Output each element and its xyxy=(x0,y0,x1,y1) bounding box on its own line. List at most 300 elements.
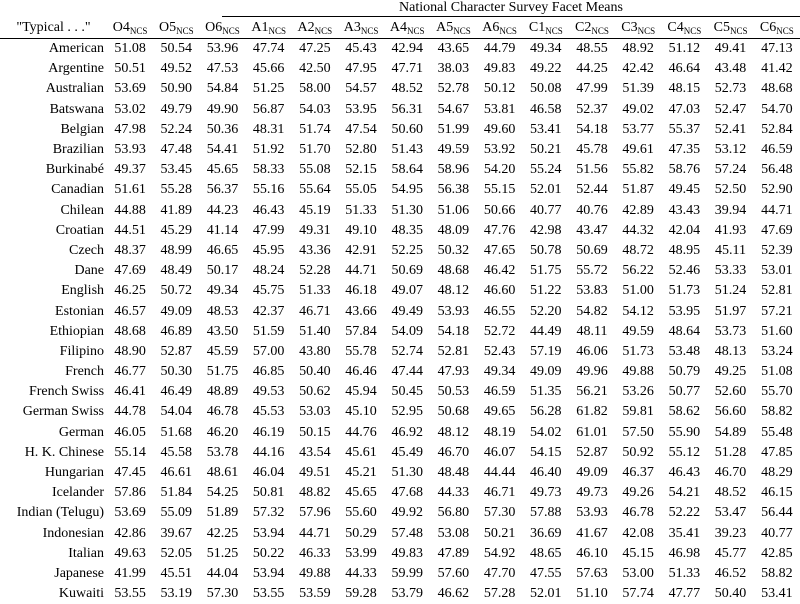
table-cell: 53.69 xyxy=(107,503,153,523)
table-cell: 52.95 xyxy=(384,402,430,422)
row-label: Indian (Telugu) xyxy=(0,503,107,523)
table-cell: 44.76 xyxy=(338,423,384,443)
table-row xyxy=(0,382,800,402)
table-cell: 38.03 xyxy=(430,59,476,79)
table-cell: 46.85 xyxy=(246,362,292,382)
column-header xyxy=(754,17,800,39)
table-cell: 51.33 xyxy=(661,564,707,584)
table-row xyxy=(0,120,800,140)
table-cell: 55.82 xyxy=(615,160,661,180)
table-cell: 52.78 xyxy=(430,79,476,99)
column-header-subscript: NCS xyxy=(776,26,794,36)
table-cell: 51.30 xyxy=(384,201,430,221)
table-cell: 47.68 xyxy=(384,483,430,503)
table-cell: 54.70 xyxy=(754,100,800,120)
table-cell: 56.80 xyxy=(430,503,476,523)
table-row xyxy=(0,483,800,503)
table-cell: 53.69 xyxy=(107,79,153,99)
column-header-subscript: NCS xyxy=(176,26,194,36)
table-cell: 46.62 xyxy=(430,584,476,604)
table-cell: 49.65 xyxy=(477,402,523,422)
table-cell: 48.09 xyxy=(430,221,476,241)
header-row xyxy=(0,17,800,39)
column-header-subscript: NCS xyxy=(684,26,702,36)
table-row xyxy=(0,100,800,120)
table-cell: 56.22 xyxy=(615,261,661,281)
table-cell: 50.08 xyxy=(523,79,569,99)
table-cell: 48.49 xyxy=(153,261,199,281)
table-cell: 51.74 xyxy=(292,120,338,140)
table-cell: 53.41 xyxy=(523,120,569,140)
table-cell: 55.09 xyxy=(153,503,199,523)
table-cell: 46.40 xyxy=(523,463,569,483)
table-cell: 55.48 xyxy=(754,423,800,443)
table-cell: 42.42 xyxy=(615,59,661,79)
column-header-base: O6 xyxy=(205,20,222,35)
table-cell: 48.12 xyxy=(430,281,476,301)
row-label-header: "Typical . . ." xyxy=(0,17,107,39)
table-cell: 50.53 xyxy=(430,382,476,402)
table-cell: 42.25 xyxy=(199,524,245,544)
table-cell: 54.89 xyxy=(707,423,753,443)
table-cell: 49.09 xyxy=(523,362,569,382)
table-cell: 53.55 xyxy=(107,584,153,604)
table-cell: 44.04 xyxy=(199,564,245,584)
table-cell: 57.60 xyxy=(430,564,476,584)
table-cell: 53.47 xyxy=(707,503,753,523)
table-cell: 48.13 xyxy=(707,342,753,362)
table-cell: 48.89 xyxy=(199,382,245,402)
table-cell: 52.22 xyxy=(661,503,707,523)
table-cell: 57.21 xyxy=(754,301,800,321)
table-cell: 49.26 xyxy=(615,483,661,503)
table-cell: 61.01 xyxy=(569,423,615,443)
table-cell: 48.65 xyxy=(523,544,569,564)
table-cell: 51.22 xyxy=(523,281,569,301)
table-cell: 42.37 xyxy=(246,301,292,321)
table-cell: 46.49 xyxy=(153,382,199,402)
table-cell: 52.47 xyxy=(707,100,753,120)
table-cell: 49.59 xyxy=(430,140,476,160)
table-cell: 46.60 xyxy=(477,281,523,301)
table-cell: 58.96 xyxy=(430,160,476,180)
table-cell: 49.90 xyxy=(199,100,245,120)
table-cell: 58.64 xyxy=(384,160,430,180)
table-cell: 42.94 xyxy=(384,39,430,60)
table-cell: 56.48 xyxy=(754,160,800,180)
table-row xyxy=(0,241,800,261)
table-cell: 53.26 xyxy=(615,382,661,402)
table-cell: 48.68 xyxy=(107,322,153,342)
table-cell: 57.32 xyxy=(246,503,292,523)
table-cell: 58.00 xyxy=(292,79,338,99)
table-cell: 47.48 xyxy=(153,140,199,160)
table-cell: 43.50 xyxy=(199,322,245,342)
table-cell: 52.41 xyxy=(707,120,753,140)
table-cell: 44.71 xyxy=(754,201,800,221)
table-cell: 57.50 xyxy=(615,423,661,443)
table-row xyxy=(0,39,800,60)
table-cell: 54.57 xyxy=(338,79,384,99)
table-cell: 40.77 xyxy=(754,524,800,544)
table-cell: 48.55 xyxy=(569,39,615,60)
table-cell: 44.71 xyxy=(338,261,384,281)
table-cell: 50.92 xyxy=(615,443,661,463)
table-cell: 53.55 xyxy=(246,584,292,604)
column-header-subscript: NCS xyxy=(499,26,517,36)
table-cell: 46.43 xyxy=(661,463,707,483)
table-cell: 47.99 xyxy=(569,79,615,99)
table-cell: 57.86 xyxy=(107,483,153,503)
table-cell: 51.89 xyxy=(199,503,245,523)
table-cell: 49.83 xyxy=(384,544,430,564)
table-cell: 49.07 xyxy=(384,281,430,301)
table-cell: 46.59 xyxy=(477,382,523,402)
table-cell: 46.58 xyxy=(523,100,569,120)
table-cell: 44.51 xyxy=(107,221,153,241)
table-cell: 58.82 xyxy=(754,564,800,584)
table-cell: 45.66 xyxy=(246,59,292,79)
table-cell: 40.77 xyxy=(523,201,569,221)
table-cell: 43.43 xyxy=(661,201,707,221)
row-label: American xyxy=(0,39,107,60)
table-cell: 50.69 xyxy=(569,241,615,261)
table-cell: 48.24 xyxy=(246,261,292,281)
table-cell: 45.21 xyxy=(338,463,384,483)
column-header xyxy=(615,17,661,39)
table-row xyxy=(0,544,800,564)
table-cell: 44.71 xyxy=(292,524,338,544)
table-cell: 51.56 xyxy=(569,160,615,180)
table-cell: 48.31 xyxy=(246,120,292,140)
row-label: Icelander xyxy=(0,483,107,503)
row-label: Estonian xyxy=(0,301,107,321)
table-cell: 44.44 xyxy=(477,463,523,483)
table-cell: 46.89 xyxy=(153,322,199,342)
table-cell: 54.15 xyxy=(523,443,569,463)
table-cell: 49.31 xyxy=(292,221,338,241)
table-cell: 50.12 xyxy=(477,79,523,99)
table-cell: 51.60 xyxy=(754,322,800,342)
row-label: Kuwaiti xyxy=(0,584,107,604)
table-cell: 51.10 xyxy=(569,584,615,604)
column-header-subscript: NCS xyxy=(130,26,148,36)
table-cell: 50.30 xyxy=(153,362,199,382)
table-cell: 49.88 xyxy=(615,362,661,382)
table-cell: 51.87 xyxy=(615,180,661,200)
table-cell: 55.72 xyxy=(569,261,615,281)
table-cell: 44.78 xyxy=(107,402,153,422)
table-cell: 45.94 xyxy=(338,382,384,402)
table-cell: 53.92 xyxy=(477,140,523,160)
row-label: Japanese xyxy=(0,564,107,584)
table-cell: 57.48 xyxy=(384,524,430,544)
table-row xyxy=(0,322,800,342)
table-cell: 46.04 xyxy=(246,463,292,483)
table-cell: 49.83 xyxy=(477,59,523,79)
table-cell: 51.00 xyxy=(615,281,661,301)
column-header xyxy=(661,17,707,39)
table-cell: 48.68 xyxy=(430,261,476,281)
table-cell: 41.67 xyxy=(569,524,615,544)
table-cell: 48.61 xyxy=(199,463,245,483)
table-cell: 53.12 xyxy=(707,140,753,160)
table-cell: 44.33 xyxy=(338,564,384,584)
table-cell: 49.02 xyxy=(615,100,661,120)
table-cell: 53.01 xyxy=(754,261,800,281)
column-header-base: O4 xyxy=(113,20,130,35)
table-cell: 51.30 xyxy=(384,463,430,483)
row-label: Ethiopian xyxy=(0,322,107,342)
table-row xyxy=(0,524,800,544)
column-header-subscript: NCS xyxy=(222,26,240,36)
table-cell: 59.81 xyxy=(615,402,661,422)
table-cell: 58.76 xyxy=(661,160,707,180)
table-cell: 53.95 xyxy=(338,100,384,120)
table-cell: 57.96 xyxy=(292,503,338,523)
table-row xyxy=(0,463,800,483)
table-cell: 42.86 xyxy=(107,524,153,544)
table-cell: 53.93 xyxy=(569,503,615,523)
row-label: Dane xyxy=(0,261,107,281)
table-cell: 48.64 xyxy=(661,322,707,342)
table-cell: 45.58 xyxy=(153,443,199,463)
column-header-base: C2 xyxy=(575,20,591,35)
table-cell: 48.12 xyxy=(430,423,476,443)
table-cell: 42.08 xyxy=(615,524,661,544)
table-cell: 57.63 xyxy=(569,564,615,584)
table-cell: 45.95 xyxy=(246,241,292,261)
table-cell: 48.11 xyxy=(569,322,615,342)
table-cell: 43.47 xyxy=(569,221,615,241)
column-header-base: O5 xyxy=(159,20,176,35)
table-cell: 51.75 xyxy=(523,261,569,281)
column-header xyxy=(569,17,615,39)
table-cell: 52.25 xyxy=(384,241,430,261)
table-cell: 49.22 xyxy=(523,59,569,79)
table-cell: 49.10 xyxy=(338,221,384,241)
table-cell: 52.39 xyxy=(754,241,800,261)
table-cell: 53.93 xyxy=(430,301,476,321)
table-cell: 53.83 xyxy=(569,281,615,301)
table-cell: 47.89 xyxy=(430,544,476,564)
table-cell: 46.41 xyxy=(107,382,153,402)
table-cell: 46.43 xyxy=(246,201,292,221)
table-cell: 58.62 xyxy=(661,402,707,422)
table-cell: 47.95 xyxy=(338,59,384,79)
table-cell: 45.49 xyxy=(384,443,430,463)
table-cell: 46.78 xyxy=(615,503,661,523)
table-cell: 57.24 xyxy=(707,160,753,180)
table-cell: 53.33 xyxy=(707,261,753,281)
table-cell: 42.50 xyxy=(292,59,338,79)
row-label: Batswana xyxy=(0,100,107,120)
table-cell: 43.66 xyxy=(338,301,384,321)
table-cell: 48.82 xyxy=(292,483,338,503)
table-cell: 45.10 xyxy=(338,402,384,422)
table-cell: 51.25 xyxy=(199,544,245,564)
table-cell: 52.20 xyxy=(523,301,569,321)
table-cell: 45.19 xyxy=(292,201,338,221)
table-cell: 51.73 xyxy=(615,342,661,362)
table-cell: 47.98 xyxy=(107,120,153,140)
table-cell: 51.24 xyxy=(707,281,753,301)
table-cell: 58.33 xyxy=(246,160,292,180)
facet-means-table xyxy=(0,17,800,604)
table-cell: 55.12 xyxy=(661,443,707,463)
table-cell: 56.60 xyxy=(707,402,753,422)
table-cell: 45.53 xyxy=(246,402,292,422)
table-cell: 57.84 xyxy=(338,322,384,342)
table-cell: 54.41 xyxy=(199,140,245,160)
table-cell: 42.85 xyxy=(754,544,800,564)
table-cell: 51.84 xyxy=(153,483,199,503)
table-cell: 56.44 xyxy=(754,503,800,523)
table-cell: 45.59 xyxy=(199,342,245,362)
table-cell: 46.55 xyxy=(477,301,523,321)
table-cell: 50.36 xyxy=(199,120,245,140)
row-label: Chilean xyxy=(0,201,107,221)
table-cell: 52.81 xyxy=(430,342,476,362)
table-cell: 50.51 xyxy=(107,59,153,79)
table-cell: 56.31 xyxy=(384,100,430,120)
table-cell: 51.12 xyxy=(661,39,707,60)
table-cell: 47.71 xyxy=(384,59,430,79)
table-cell: 51.33 xyxy=(338,201,384,221)
table-cell: 47.25 xyxy=(292,39,338,60)
row-label: Italian xyxy=(0,544,107,564)
table-cell: 49.49 xyxy=(384,301,430,321)
table-cell: 44.79 xyxy=(477,39,523,60)
table-cell: 50.40 xyxy=(292,362,338,382)
row-label: Burkinabé xyxy=(0,160,107,180)
table-cell: 40.76 xyxy=(569,201,615,221)
table-cell: 54.09 xyxy=(384,322,430,342)
table-row xyxy=(0,362,800,382)
table-cell: 48.68 xyxy=(754,79,800,99)
table-cell: 52.05 xyxy=(153,544,199,564)
table-cell: 35.41 xyxy=(661,524,707,544)
table-row xyxy=(0,443,800,463)
table-cell: 45.11 xyxy=(707,241,753,261)
table-cell: 54.04 xyxy=(153,402,199,422)
table-cell: 41.89 xyxy=(153,201,199,221)
table-cell: 50.79 xyxy=(661,362,707,382)
table-cell: 49.53 xyxy=(246,382,292,402)
table-title: National Character Survey Facet Means xyxy=(222,0,800,17)
table-cell: 47.13 xyxy=(754,39,800,60)
table-cell: 44.25 xyxy=(569,59,615,79)
table-cell: 47.76 xyxy=(477,221,523,241)
table-cell: 50.66 xyxy=(477,201,523,221)
table-cell: 46.78 xyxy=(199,402,245,422)
table-cell: 42.89 xyxy=(615,201,661,221)
table-cell: 47.45 xyxy=(107,463,153,483)
table-cell: 45.65 xyxy=(338,483,384,503)
table-cell: 48.19 xyxy=(477,423,523,443)
table-cell: 50.45 xyxy=(384,382,430,402)
table-cell: 51.68 xyxy=(153,423,199,443)
column-header xyxy=(384,17,430,39)
table-cell: 46.71 xyxy=(292,301,338,321)
table-cell: 50.72 xyxy=(153,281,199,301)
table-cell: 54.20 xyxy=(477,160,523,180)
table-cell: 46.06 xyxy=(569,342,615,362)
table-cell: 41.99 xyxy=(107,564,153,584)
table-cell: 48.90 xyxy=(107,342,153,362)
table-cell: 45.77 xyxy=(707,544,753,564)
table-cell: 49.25 xyxy=(707,362,753,382)
column-header xyxy=(430,17,476,39)
table-cell: 53.96 xyxy=(199,39,245,60)
table-row xyxy=(0,140,800,160)
column-header-base: C5 xyxy=(714,20,730,35)
table-cell: 45.43 xyxy=(338,39,384,60)
row-label: Czech xyxy=(0,241,107,261)
table-cell: 47.99 xyxy=(246,221,292,241)
table-cell: 49.88 xyxy=(292,564,338,584)
column-header-subscript: NCS xyxy=(453,26,471,36)
row-label: Belgian xyxy=(0,120,107,140)
table-cell: 42.98 xyxy=(523,221,569,241)
table-cell: 55.70 xyxy=(754,382,800,402)
table-cell: 55.90 xyxy=(661,423,707,443)
table-cell: 57.30 xyxy=(199,584,245,604)
table-cell: 51.70 xyxy=(292,140,338,160)
table-cell: 53.78 xyxy=(199,443,245,463)
table-cell: 41.14 xyxy=(199,221,245,241)
table-cell: 46.37 xyxy=(615,463,661,483)
table-cell: 52.01 xyxy=(523,180,569,200)
table-row xyxy=(0,423,800,443)
column-header-base: A3 xyxy=(344,20,361,35)
table-cell: 50.21 xyxy=(477,524,523,544)
table-cell: 44.32 xyxy=(615,221,661,241)
column-header-subscript: NCS xyxy=(591,26,609,36)
table-cell: 51.97 xyxy=(707,301,753,321)
table-cell: 52.01 xyxy=(523,584,569,604)
table-cell: 57.19 xyxy=(523,342,569,362)
table-cell: 50.68 xyxy=(430,402,476,422)
table-cell: 44.88 xyxy=(107,201,153,221)
table-cell: 53.03 xyxy=(292,402,338,422)
table-cell: 59.28 xyxy=(338,584,384,604)
table-cell: 51.99 xyxy=(430,120,476,140)
column-header xyxy=(107,17,153,39)
table-cell: 41.93 xyxy=(707,221,753,241)
column-header-subscript: NCS xyxy=(407,26,425,36)
table-cell: 51.43 xyxy=(384,140,430,160)
table-cell: 55.16 xyxy=(246,180,292,200)
table-cell: 50.90 xyxy=(153,79,199,99)
table-cell: 48.35 xyxy=(384,221,430,241)
table-cell: 50.81 xyxy=(246,483,292,503)
table-cell: 46.70 xyxy=(430,443,476,463)
table-cell: 46.57 xyxy=(107,301,153,321)
table-cell: 53.94 xyxy=(246,564,292,584)
row-label: Indonesian xyxy=(0,524,107,544)
table-cell: 49.73 xyxy=(523,483,569,503)
column-header-base: A4 xyxy=(390,20,407,35)
column-header-subscript: NCS xyxy=(268,26,286,36)
table-cell: 46.77 xyxy=(107,362,153,382)
table-cell: 55.78 xyxy=(338,342,384,362)
table-cell: 50.78 xyxy=(523,241,569,261)
table-cell: 44.16 xyxy=(246,443,292,463)
table-cell: 49.61 xyxy=(615,140,661,160)
column-header-base: C3 xyxy=(621,20,637,35)
table-cell: 46.10 xyxy=(569,544,615,564)
